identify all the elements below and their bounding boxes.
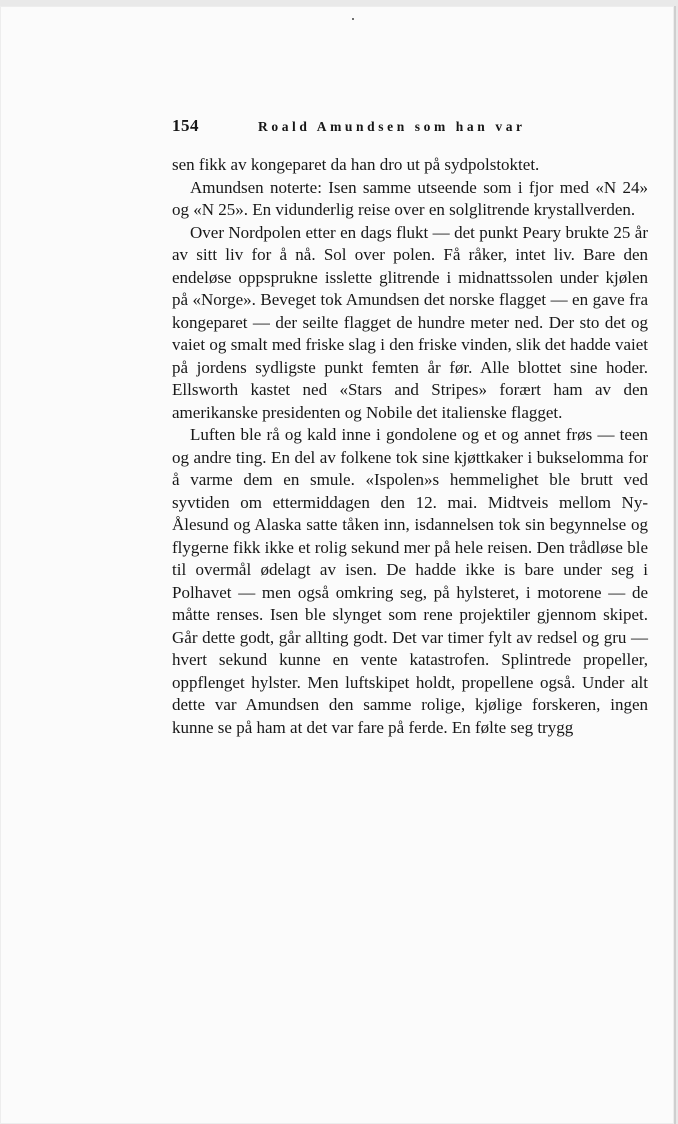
scan-speck <box>352 18 354 20</box>
page-header <box>172 116 650 142</box>
paragraph-2: Amundsen noterte: Isen samme utseende som i fjor med «N 24» og «N 25». En vidunderlig reise over en solglitrende krystallverden. <box>172 177 648 219</box>
body-text <box>172 154 648 739</box>
book-page <box>0 6 676 1124</box>
paragraph-1: sen fikk av kongeparet da han dro ut på sydpolstoktet. <box>172 155 540 174</box>
page-number: 154 <box>172 116 199 135</box>
paragraph-4: Luften ble rå og kald inne i gondolene og et og annet frøs — teen og andre ting. En del av folkene tok sine kjøttkaker i bukselomma for å varme dem en smule. «Ispolen»s hemmelighet ble brutt ved syvtiden om ettermiddagen den 12. mai. Midtveis mellom Ny-Ålesund og Alaska satte tåken inn, isdannelsen tok sin begynnelse og flygerne fikk ikke et rolig sekund mer på hele reisen. Den trådløse ble til overmål ødelagt av isen. De hadde ikke is bare under seg i Polhavet — men også omkring seg, på hylsteret, i motorene — de måtte renses. Isen ble slynget som rene projektiler gjennom skipet. Går dette godt, går allting godt. Det var timer fylt av redsel og gru — hvert sekund kunne en vente katastrofen. Splintrede propeller, oppflenget hylster. Men luftskipet holdt, propellene også. Under alt dette var Amundsen den samme rolige, kjølige forskeren, ingen kunne se på ham at det var fare på ferde. En følte seg trygg <box>172 425 648 737</box>
paragraph-3: Over Nordpolen etter en dags flukt — det punkt Peary brukte 25 år av sitt liv for å nå. Sol over polen. Få råker, intet liv. Bare den endeløse oppsprukne isslette glitrende i midnattssolen under kjølen på «Norge». Beveget tok Amundsen det norske flagget — en gave fra kongeparet — der seilte flagget de hundre meter ned. Der sto det og vaiet og smalt med friske slag i den friske vinden, slik det hadde vaiet på jordens sydligste punkt femten år før. Alle blottet sine hoder. Ellsworth kastet ned «Stars and Stripes» forært ham av den amerikanske presidenten og Nobile det italienske flagget. <box>172 222 648 422</box>
running-title: Roald Amundsen som han var <box>258 119 526 134</box>
